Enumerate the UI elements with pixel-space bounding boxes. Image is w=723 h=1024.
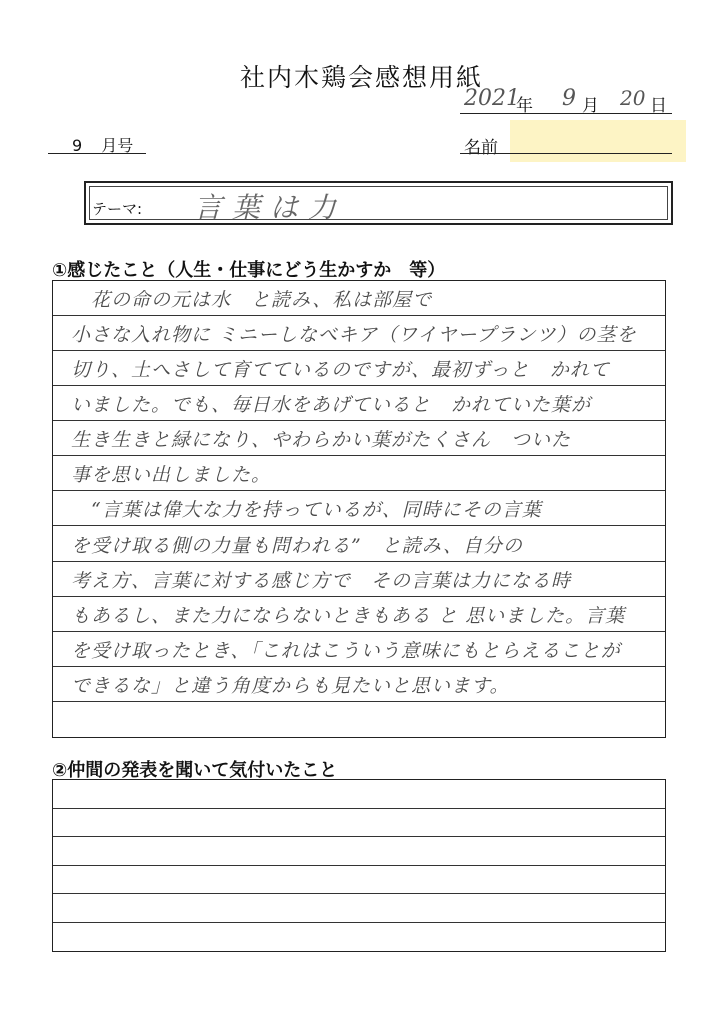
date-month: 9	[562, 86, 576, 111]
section1-lines	[52, 280, 666, 738]
name-underline	[460, 153, 672, 154]
date-underline	[460, 113, 672, 114]
ruled-line	[53, 702, 665, 737]
handwritten-line: 生き生きと緑になり、やわらかい葉がたくさん ついた	[71, 429, 572, 452]
ruled-line	[53, 866, 665, 895]
date-day-unit: 日	[650, 96, 667, 116]
handwritten-line: を受け取ったとき、「これはこういう意味にもとらえることが	[71, 639, 621, 662]
ruled-line	[53, 809, 665, 838]
handwritten-line: できるな」と違う角度からも見たいと思います。	[71, 674, 510, 697]
handwritten-line: 考え方、言葉に対する感じ方で その言葉は力になる時	[71, 569, 572, 592]
ruled-line	[53, 526, 665, 561]
section2-heading: ②仲間の発表を聞いて気付いたこと	[52, 760, 338, 781]
ruled-line	[53, 780, 665, 809]
theme-label: テーマ:	[92, 200, 143, 218]
issue-month: 9	[72, 136, 83, 155]
section1-heading: ①感じたこと（人生・仕事にどう生かすか 等）	[52, 260, 446, 281]
ruled-line	[53, 456, 665, 491]
issue-suffix: 月号	[101, 136, 134, 155]
ruled-line	[53, 386, 665, 421]
date-year: 2021	[464, 86, 520, 111]
ruled-line	[53, 351, 665, 386]
name-label: 名前	[464, 138, 498, 158]
handwritten-line: 事を思い出しました。	[71, 464, 272, 487]
handwritten-line: を受け取る側の力量も問われる” と読み、自分の	[71, 534, 523, 557]
section2-lines	[52, 779, 666, 952]
handwritten-line: 切り、土へさして育てているのですが、最初ずっと かれて	[71, 359, 610, 382]
date-day: 20	[620, 86, 646, 110]
ruled-line	[53, 923, 665, 952]
ruled-line	[53, 562, 665, 597]
ruled-line	[53, 421, 665, 456]
ruled-line	[53, 667, 665, 702]
issue-underline	[48, 153, 146, 154]
ruled-line	[53, 597, 665, 632]
ruled-line	[53, 894, 665, 923]
ruled-line	[53, 281, 665, 316]
ruled-line	[53, 316, 665, 351]
handwritten-line: いました。でも、毎日水をあげていると かれていた葉が	[71, 394, 592, 417]
name-redaction	[510, 120, 686, 162]
handwritten-line: もあるし、また力にならないときもある と 思いました。言葉	[71, 604, 626, 627]
theme-box	[84, 181, 673, 225]
form-title: 社内木鶏会感想用紙	[239, 63, 483, 92]
ruled-line	[53, 632, 665, 667]
handwritten-line: “言葉は偉大な力を持っているが、同時にその言葉	[71, 499, 542, 522]
handwritten-line: 小さな入れ物に ミニーしなべキア（ワイヤープランツ）の茎を	[71, 324, 637, 347]
date-field	[462, 88, 672, 116]
ruled-line	[53, 491, 665, 526]
date-year-unit: 年	[516, 96, 533, 116]
date-month-unit: 月	[582, 96, 599, 116]
ruled-line	[53, 837, 665, 866]
handwritten-line: 花の命の元は水 と読み、私は部屋で	[71, 289, 433, 312]
theme-value: 言葉は力	[194, 191, 347, 224]
